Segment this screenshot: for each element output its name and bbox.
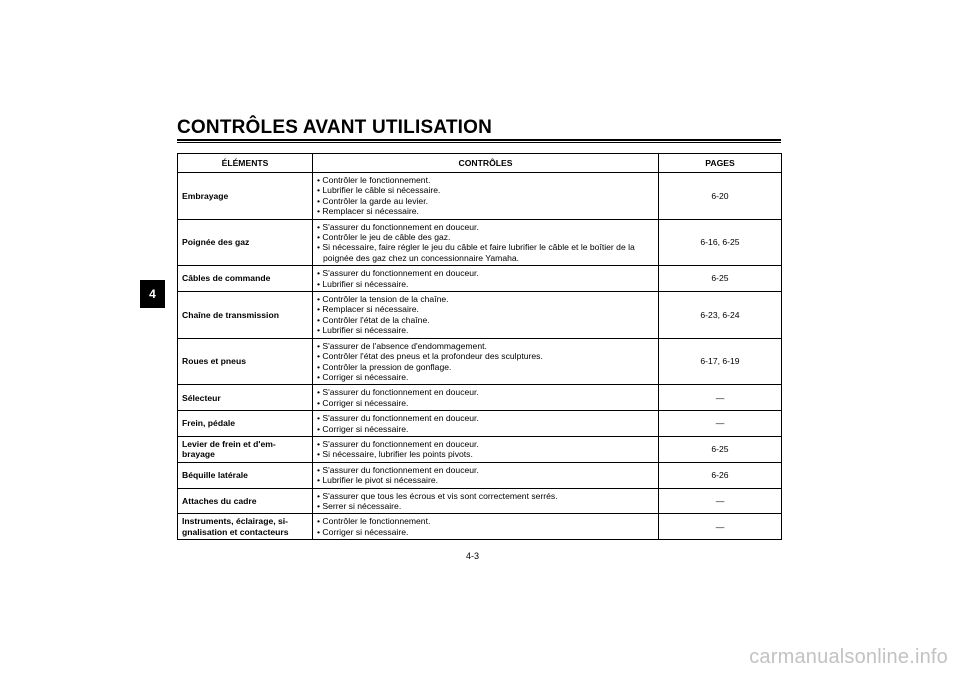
check-item: • Corriger si nécessaire. [317,372,654,382]
check-item: • S'assurer du fonctionnement en douceur. [317,465,654,475]
check-list-cell [313,488,659,514]
check-item: • S'assurer de l'absence d'endommagement. [317,341,654,351]
table-row [178,338,782,385]
column-header-checks: CONTRÔLES [313,154,659,173]
check-item: • Si nécessaire, lubrifier les points pivots. [317,449,654,459]
check-item: • Contrôler le fonctionnement. [317,516,654,526]
check-item: • Serrer si nécessaire. [317,501,654,511]
element-name: Instruments, éclairage, si-gnalisation et contacteurs [178,514,313,540]
check-list-cell [313,219,659,266]
check-item: • Corriger si nécessaire. [317,527,654,537]
check-item: • S'assurer du fonctionnement en douceur. [317,222,654,232]
page-reference: 6-23, 6-24 [659,292,782,339]
check-list-cell [313,411,659,437]
check-item: • Contrôler la garde au levier. [317,196,654,206]
check-list-cell [313,266,659,292]
check-item: • S'assurer que tous les écrous et vis sont correctement serrés. [317,491,654,501]
table-row [178,385,782,411]
check-item: • Corriger si nécessaire. [317,424,654,434]
check-list [317,465,654,486]
element-name: Embrayage [178,173,313,220]
check-item: • Lubrifier le câble si nécessaire. [317,185,654,195]
pre-operation-checks-table [177,153,782,540]
check-list [317,268,654,289]
page-reference: — [659,411,782,437]
check-list [317,491,654,512]
table-row [178,219,782,266]
check-item: • Remplacer si nécessaire. [317,304,654,314]
check-list [317,439,654,460]
check-item: • Contrôler l'état de la chaîne. [317,315,654,325]
check-item: • Lubrifier si nécessaire. [317,279,654,289]
page-title: CONTRÔLES AVANT UTILISATION [177,117,493,138]
page-reference: 6-16, 6-25 [659,219,782,266]
check-list [317,413,654,434]
check-item: • Lubrifier si nécessaire. [317,325,654,335]
check-list-cell [313,436,659,462]
check-item: • Contrôler l'état des pneus et la profondeur des sculptures. [317,351,654,361]
check-list [317,175,654,217]
table-row [178,436,782,462]
column-header-pages: PAGES [659,154,782,173]
table-row [178,411,782,437]
element-name: Sélecteur [178,385,313,411]
element-name: Béquille latérale [178,462,313,488]
table-row [178,462,782,488]
element-name: Frein, pédale [178,411,313,437]
check-list-cell [313,338,659,385]
check-item: • Contrôler le jeu de câble des gaz. [317,232,654,242]
check-list-cell [313,462,659,488]
column-header-elements: ÉLÉMENTS [178,154,313,173]
check-list [317,222,654,264]
table-row [178,266,782,292]
element-name: Poignée des gaz [178,219,313,266]
check-item: • Si nécessaire, faire régler le jeu du câble et faire lubrifier le câble et le boîtier de la poignée des gaz chez un concessionnaire Yamaha. [317,242,654,263]
check-list [317,341,654,383]
page-reference: 6-25 [659,266,782,292]
table-row [178,173,782,220]
check-item: • Corriger si nécessaire. [317,398,654,408]
check-list-cell [313,292,659,339]
title-underline-thin [177,142,781,143]
check-item: • Contrôler la tension de la chaîne. [317,294,654,304]
check-list-cell [313,385,659,411]
check-item: • Contrôler la pression de gonflage. [317,362,654,372]
page-reference: 6-25 [659,436,782,462]
check-list [317,387,654,408]
table-row [178,292,782,339]
title-underline [177,139,781,141]
table-row [178,488,782,514]
page-reference: 6-26 [659,462,782,488]
check-item: • Lubrifier le pivot si nécessaire. [317,475,654,485]
watermark: carmanualsonline.info [749,646,948,668]
table-row [178,514,782,540]
check-item: • Remplacer si nécessaire. [317,206,654,216]
page-reference: 6-17, 6-19 [659,338,782,385]
element-name: Chaîne de transmission [178,292,313,339]
page-reference: — [659,514,782,540]
check-list-cell [313,514,659,540]
element-name: Attaches du cadre [178,488,313,514]
check-list [317,294,654,336]
element-name: Câbles de commande [178,266,313,292]
chapter-tab: 4 [140,280,165,308]
table-header-row [178,154,782,173]
page-reference: — [659,385,782,411]
check-item: • S'assurer du fonctionnement en douceur. [317,413,654,423]
element-name: Roues et pneus [178,338,313,385]
element-name: Levier de frein et d'em-brayage [178,436,313,462]
page-reference: 6-20 [659,173,782,220]
check-item: • S'assurer du fonctionnement en douceur. [317,268,654,278]
check-item: • S'assurer du fonctionnement en douceur. [317,387,654,397]
check-item: • Contrôler le fonctionnement. [317,175,654,185]
check-list-cell [313,173,659,220]
page-reference: — [659,488,782,514]
check-list [317,516,654,537]
check-item: • S'assurer du fonctionnement en douceur. [317,439,654,449]
table-body [178,173,782,540]
page-number: 4-3 [466,551,480,561]
